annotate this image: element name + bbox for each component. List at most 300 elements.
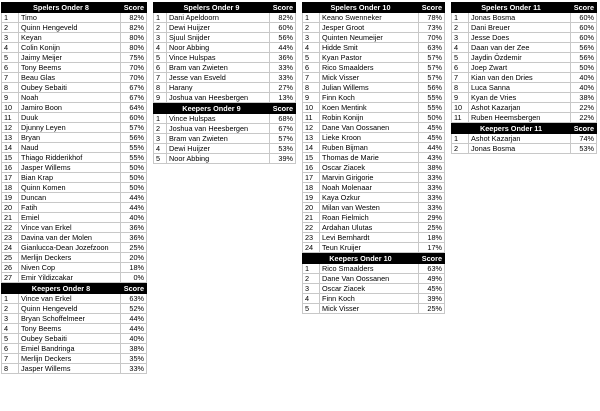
- row-player-name: Quinn Hengeveld: [19, 23, 121, 33]
- table-row: [154, 33, 296, 43]
- row-player-name: Colin Konijn: [19, 43, 121, 53]
- row-player-name: Naud: [19, 143, 121, 153]
- table-row: [452, 33, 597, 43]
- row-score: 25%: [419, 304, 445, 314]
- table-row: [2, 13, 147, 23]
- table-row: [2, 223, 147, 233]
- table-row: [2, 133, 147, 143]
- row-score: 67%: [270, 124, 296, 134]
- row-player-name: Gianlucca-Dean Jozefzoon: [19, 243, 121, 253]
- table-row: [154, 83, 296, 93]
- table-row: [303, 294, 445, 304]
- row-rank: 14: [303, 143, 320, 153]
- row-score: 44%: [121, 193, 147, 203]
- row-rank: 24: [2, 243, 19, 253]
- row-score: 53%: [571, 144, 597, 154]
- row-rank: 2: [452, 144, 469, 154]
- table-row: [303, 43, 445, 53]
- row-rank: 4: [154, 144, 167, 154]
- row-player-name: Thiago Ridderikhof: [19, 153, 121, 163]
- row-score: 40%: [121, 334, 147, 344]
- table-row: [452, 93, 597, 103]
- row-score: 45%: [419, 133, 445, 143]
- table-row: [2, 193, 147, 203]
- row-player-name: Dewi Huijzer: [167, 144, 270, 154]
- table-row: [303, 33, 445, 43]
- row-rank: 2: [452, 23, 469, 33]
- table-row: [154, 93, 296, 103]
- row-score: 50%: [121, 163, 147, 173]
- score-header: Score: [571, 3, 597, 13]
- row-rank: 12: [303, 123, 320, 133]
- row-rank: 20: [2, 203, 19, 213]
- row-rank: 2: [303, 23, 320, 33]
- row-score: 33%: [419, 203, 445, 213]
- table-spelers-onder-8: [1, 2, 147, 283]
- row-player-name: Niven Cop: [19, 263, 121, 273]
- row-rank: 4: [154, 43, 167, 53]
- row-player-name: Tony Beems: [19, 63, 121, 73]
- table-row: [2, 33, 147, 43]
- row-rank: 1: [154, 114, 167, 124]
- row-rank: 24: [303, 243, 320, 253]
- row-score: 33%: [270, 73, 296, 83]
- row-rank: 9: [154, 93, 167, 103]
- row-player-name: Daan van der Zee: [469, 43, 571, 53]
- row-player-name: Rico Smaalders: [320, 63, 419, 73]
- section-title: Spelers Onder 11: [452, 3, 571, 13]
- row-rank: 5: [154, 53, 167, 63]
- row-player-name: Kaya Ozkur: [320, 193, 419, 203]
- row-player-name: Koen Mentink: [320, 103, 419, 113]
- row-player-name: Timo: [19, 13, 121, 23]
- row-rank: 17: [303, 173, 320, 183]
- row-player-name: Dane Van Oossanen: [320, 274, 419, 284]
- row-rank: 2: [2, 23, 19, 33]
- row-score: 33%: [121, 364, 147, 374]
- table-row: [154, 53, 296, 63]
- row-score: 57%: [121, 123, 147, 133]
- row-rank: 13: [2, 133, 19, 143]
- table-row: [452, 23, 597, 33]
- row-rank: 21: [2, 213, 19, 223]
- table-row: [303, 203, 445, 213]
- row-score: 38%: [571, 93, 597, 103]
- row-score: 33%: [419, 193, 445, 203]
- row-player-name: Noor Abbing: [167, 43, 270, 53]
- row-score: 67%: [121, 83, 147, 93]
- table-row: [303, 264, 445, 274]
- table-row: [303, 83, 445, 93]
- table-row: [2, 233, 147, 243]
- row-rank: 1: [452, 13, 469, 23]
- row-rank: 8: [452, 83, 469, 93]
- table-row: [303, 304, 445, 314]
- table-row: [303, 133, 445, 143]
- table-row: [154, 144, 296, 154]
- row-score: 60%: [121, 113, 147, 123]
- row-player-name: Oubey Sebaiti: [19, 334, 121, 344]
- header-row: [452, 124, 597, 134]
- table-row: [2, 263, 147, 273]
- table-row: [303, 113, 445, 123]
- row-score: 35%: [121, 354, 147, 364]
- table-row: [2, 53, 147, 63]
- row-player-name: Quinn Hengeveld: [19, 304, 121, 314]
- row-rank: 5: [2, 53, 19, 63]
- table-row: [2, 83, 147, 93]
- row-rank: 8: [303, 83, 320, 93]
- table-row: [2, 253, 147, 263]
- row-score: 36%: [270, 53, 296, 63]
- header-row: [2, 3, 147, 13]
- table-row: [452, 63, 597, 73]
- row-rank: 6: [2, 63, 19, 73]
- row-player-name: Emiel: [19, 213, 121, 223]
- row-player-name: Dane Van Oossanen: [320, 123, 419, 133]
- row-rank: 9: [2, 93, 19, 103]
- table-row: [154, 114, 296, 124]
- row-rank: 6: [303, 63, 320, 73]
- row-player-name: Noah: [19, 93, 121, 103]
- row-player-name: Ashot Kazarjan: [469, 103, 571, 113]
- row-player-name: Bram van Zwieten: [167, 63, 270, 73]
- table-row: [2, 93, 147, 103]
- score-header: Score: [121, 284, 147, 294]
- row-score: 53%: [270, 144, 296, 154]
- row-player-name: Marvin Girigorie: [320, 173, 419, 183]
- table-keepers-onder-10: [302, 253, 445, 314]
- row-rank: 1: [2, 13, 19, 23]
- row-score: 20%: [121, 253, 147, 263]
- row-score: 45%: [419, 284, 445, 294]
- row-player-name: Duncan: [19, 193, 121, 203]
- row-player-name: Rico Smaalders: [320, 264, 419, 274]
- table-keepers-onder-8: [1, 283, 147, 374]
- row-score: 18%: [419, 233, 445, 243]
- row-rank: 7: [2, 354, 19, 364]
- row-score: 0%: [121, 273, 147, 283]
- row-rank: 23: [303, 233, 320, 243]
- table-row: [303, 193, 445, 203]
- row-player-name: Harany: [167, 83, 270, 93]
- row-rank: 3: [154, 134, 167, 144]
- row-player-name: Ardahan Ulutas: [320, 223, 419, 233]
- row-player-name: Djunny Leyen: [19, 123, 121, 133]
- header-row: [452, 3, 597, 13]
- row-rank: 20: [303, 203, 320, 213]
- row-rank: 5: [154, 154, 167, 164]
- row-player-name: Keyan: [19, 33, 121, 43]
- score-header: Score: [270, 3, 296, 13]
- row-rank: 3: [2, 33, 19, 43]
- row-score: 57%: [270, 134, 296, 144]
- table-row: [154, 154, 296, 164]
- row-rank: 7: [2, 73, 19, 83]
- table-spelers-onder-9: [153, 2, 296, 103]
- row-score: 18%: [121, 263, 147, 273]
- row-player-name: Luca Sanna: [469, 83, 571, 93]
- row-rank: 18: [303, 183, 320, 193]
- row-player-name: Bryan: [19, 133, 121, 143]
- table-row: [303, 123, 445, 133]
- row-rank: 1: [154, 13, 167, 23]
- table-row: [303, 63, 445, 73]
- table-row: [2, 163, 147, 173]
- table-row: [303, 163, 445, 173]
- row-score: 55%: [419, 103, 445, 113]
- row-rank: 8: [154, 83, 167, 93]
- row-player-name: Davina van der Molen: [19, 233, 121, 243]
- row-score: 67%: [121, 93, 147, 103]
- row-score: 25%: [419, 223, 445, 233]
- row-score: 52%: [121, 304, 147, 314]
- row-score: 64%: [121, 103, 147, 113]
- row-rank: 4: [2, 43, 19, 53]
- row-player-name: Roan Fielmich: [320, 213, 419, 223]
- row-rank: 2: [303, 274, 320, 284]
- row-player-name: Keano Swenneker: [320, 13, 419, 23]
- row-rank: 17: [2, 173, 19, 183]
- row-rank: 19: [303, 193, 320, 203]
- row-score: 82%: [270, 13, 296, 23]
- row-rank: 6: [452, 63, 469, 73]
- row-rank: 4: [2, 324, 19, 334]
- table-keepers-onder-9: [153, 103, 296, 164]
- table-row: [2, 63, 147, 73]
- row-player-name: Joep Zwart: [469, 63, 571, 73]
- row-score: 44%: [121, 324, 147, 334]
- row-rank: 4: [452, 43, 469, 53]
- row-player-name: Julian Willems: [320, 83, 419, 93]
- row-player-name: Noor Abbing: [167, 154, 270, 164]
- header-row: [154, 3, 296, 13]
- row-player-name: Beau Glas: [19, 73, 121, 83]
- row-player-name: Merlijn Deckers: [19, 253, 121, 263]
- table-row: [2, 173, 147, 183]
- row-score: 44%: [270, 43, 296, 53]
- row-rank: 10: [2, 103, 19, 113]
- row-player-name: Fatih: [19, 203, 121, 213]
- row-player-name: Jonas Bosma: [469, 13, 571, 23]
- table-row: [2, 364, 147, 374]
- score-header: Score: [419, 254, 445, 264]
- table-row: [2, 304, 147, 314]
- row-rank: 1: [452, 134, 469, 144]
- table-row: [2, 153, 147, 163]
- row-rank: 3: [452, 33, 469, 43]
- row-score: 70%: [419, 33, 445, 43]
- row-player-name: Dewi Huijzer: [167, 23, 270, 33]
- table-row: [452, 73, 597, 83]
- row-player-name: Jaimy Meijer: [19, 53, 121, 63]
- row-score: 50%: [419, 113, 445, 123]
- panel-onder-10: [302, 2, 445, 314]
- table-row: [2, 314, 147, 324]
- panel-onder-9: [153, 2, 296, 164]
- row-player-name: Dani Breuer: [469, 23, 571, 33]
- table-spelers-onder-11: [451, 2, 597, 123]
- row-score: 60%: [571, 33, 597, 43]
- row-score: 22%: [571, 103, 597, 113]
- table-row: [2, 183, 147, 193]
- table-row: [2, 123, 147, 133]
- row-score: 39%: [419, 294, 445, 304]
- row-rank: 16: [303, 163, 320, 173]
- row-player-name: Oubey Sebaiti: [19, 83, 121, 93]
- row-rank: 2: [154, 124, 167, 134]
- row-player-name: Merlijn Deckers: [19, 354, 121, 364]
- row-player-name: Quinten Neumeijer: [320, 33, 419, 43]
- panel-onder-11: [451, 2, 597, 154]
- row-player-name: Robin Konijn: [320, 113, 419, 123]
- table-row: [2, 344, 147, 354]
- row-score: 36%: [121, 233, 147, 243]
- row-score: 56%: [121, 133, 147, 143]
- row-score: 43%: [419, 153, 445, 163]
- row-score: 63%: [419, 43, 445, 53]
- row-score: 33%: [419, 173, 445, 183]
- row-score: 57%: [419, 73, 445, 83]
- header-row: [303, 254, 445, 264]
- row-score: 56%: [270, 33, 296, 43]
- row-rank: 7: [303, 73, 320, 83]
- row-player-name: Sjuul Snijder: [167, 33, 270, 43]
- section-title: Spelers Onder 10: [303, 3, 419, 13]
- row-score: 38%: [419, 163, 445, 173]
- row-rank: 3: [303, 284, 320, 294]
- table-row: [452, 53, 597, 63]
- row-rank: 11: [303, 113, 320, 123]
- row-rank: 25: [2, 253, 19, 263]
- row-score: 57%: [419, 63, 445, 73]
- row-rank: 9: [452, 93, 469, 103]
- table-row: [154, 134, 296, 144]
- section-title: Keepers Onder 8: [2, 284, 121, 294]
- header-row: [154, 104, 296, 114]
- row-rank: 8: [2, 364, 19, 374]
- row-rank: 15: [2, 153, 19, 163]
- section-title: Spelers Onder 8: [2, 3, 121, 13]
- row-player-name: Vince van Erkel: [19, 223, 121, 233]
- row-rank: 3: [2, 314, 19, 324]
- row-player-name: Lieke Kroon: [320, 133, 419, 143]
- section-title: Keepers Onder 11: [452, 124, 571, 134]
- table-row: [303, 243, 445, 253]
- row-score: 73%: [419, 23, 445, 33]
- row-score: 44%: [121, 203, 147, 213]
- row-player-name: Emir Yildizcakar: [19, 273, 121, 283]
- table-row: [452, 83, 597, 93]
- row-rank: 11: [2, 113, 19, 123]
- row-player-name: Joshua van Heesbergen: [167, 124, 270, 134]
- table-row: [154, 63, 296, 73]
- row-score: 40%: [571, 73, 597, 83]
- header-row: [303, 3, 445, 13]
- table-row: [2, 143, 147, 153]
- row-rank: 3: [154, 33, 167, 43]
- row-rank: 12: [2, 123, 19, 133]
- row-score: 25%: [121, 243, 147, 253]
- row-score: 40%: [121, 213, 147, 223]
- row-score: 63%: [121, 294, 147, 304]
- row-score: 50%: [571, 63, 597, 73]
- row-rank: 19: [2, 193, 19, 203]
- row-player-name: Finn Koch: [320, 294, 419, 304]
- row-player-name: Levi Bernhardt: [320, 233, 419, 243]
- table-row: [303, 213, 445, 223]
- row-rank: 26: [2, 263, 19, 273]
- table-row: [303, 183, 445, 193]
- table-row: [154, 73, 296, 83]
- table-row: [452, 103, 597, 113]
- row-score: 56%: [571, 43, 597, 53]
- table-row: [303, 153, 445, 163]
- row-score: 44%: [121, 314, 147, 324]
- table-row: [303, 284, 445, 294]
- row-rank: 1: [2, 294, 19, 304]
- row-rank: 22: [2, 223, 19, 233]
- row-score: 75%: [121, 53, 147, 63]
- row-rank: 10: [452, 103, 469, 113]
- row-player-name: Vince van Erkel: [19, 294, 121, 304]
- row-player-name: Ruben Heemsbergen: [469, 113, 571, 123]
- row-player-name: Jasper Willems: [19, 364, 121, 374]
- table-row: [2, 103, 147, 113]
- row-score: 55%: [419, 93, 445, 103]
- row-score: 55%: [121, 143, 147, 153]
- row-score: 57%: [419, 53, 445, 63]
- section-title: Keepers Onder 10: [303, 254, 419, 264]
- row-score: 68%: [270, 114, 296, 124]
- table-row: [452, 43, 597, 53]
- row-rank: 5: [303, 53, 320, 63]
- row-score: 82%: [121, 23, 147, 33]
- table-row: [303, 53, 445, 63]
- row-score: 50%: [121, 173, 147, 183]
- row-rank: 5: [2, 334, 19, 344]
- row-player-name: Jonas Bosma: [469, 144, 571, 154]
- row-score: 50%: [121, 183, 147, 193]
- table-row: [303, 223, 445, 233]
- row-rank: 4: [303, 294, 320, 304]
- row-player-name: Noah Molenaar: [320, 183, 419, 193]
- table-row: [154, 23, 296, 33]
- table-row: [154, 13, 296, 23]
- table-row: [303, 13, 445, 23]
- row-player-name: Kyan Pastor: [320, 53, 419, 63]
- row-player-name: Mick Visser: [320, 73, 419, 83]
- table-row: [154, 124, 296, 134]
- row-rank: 1: [303, 13, 320, 23]
- row-rank: 3: [303, 33, 320, 43]
- row-player-name: Vince Hulspas: [167, 114, 270, 124]
- table-row: [2, 113, 147, 123]
- table-spelers-onder-10: [302, 2, 445, 253]
- table-row: [452, 134, 597, 144]
- row-player-name: Jaydin Özdemir: [469, 53, 571, 63]
- row-score: 56%: [571, 53, 597, 63]
- row-player-name: Bram van Zwieten: [167, 134, 270, 144]
- row-rank: 22: [303, 223, 320, 233]
- header-row: [2, 284, 147, 294]
- table-row: [2, 73, 147, 83]
- row-score: 45%: [419, 123, 445, 133]
- row-player-name: Joshua van Heesbergen: [167, 93, 270, 103]
- table-row: [2, 203, 147, 213]
- row-rank: 7: [452, 73, 469, 83]
- row-player-name: Quinn Komen: [19, 183, 121, 193]
